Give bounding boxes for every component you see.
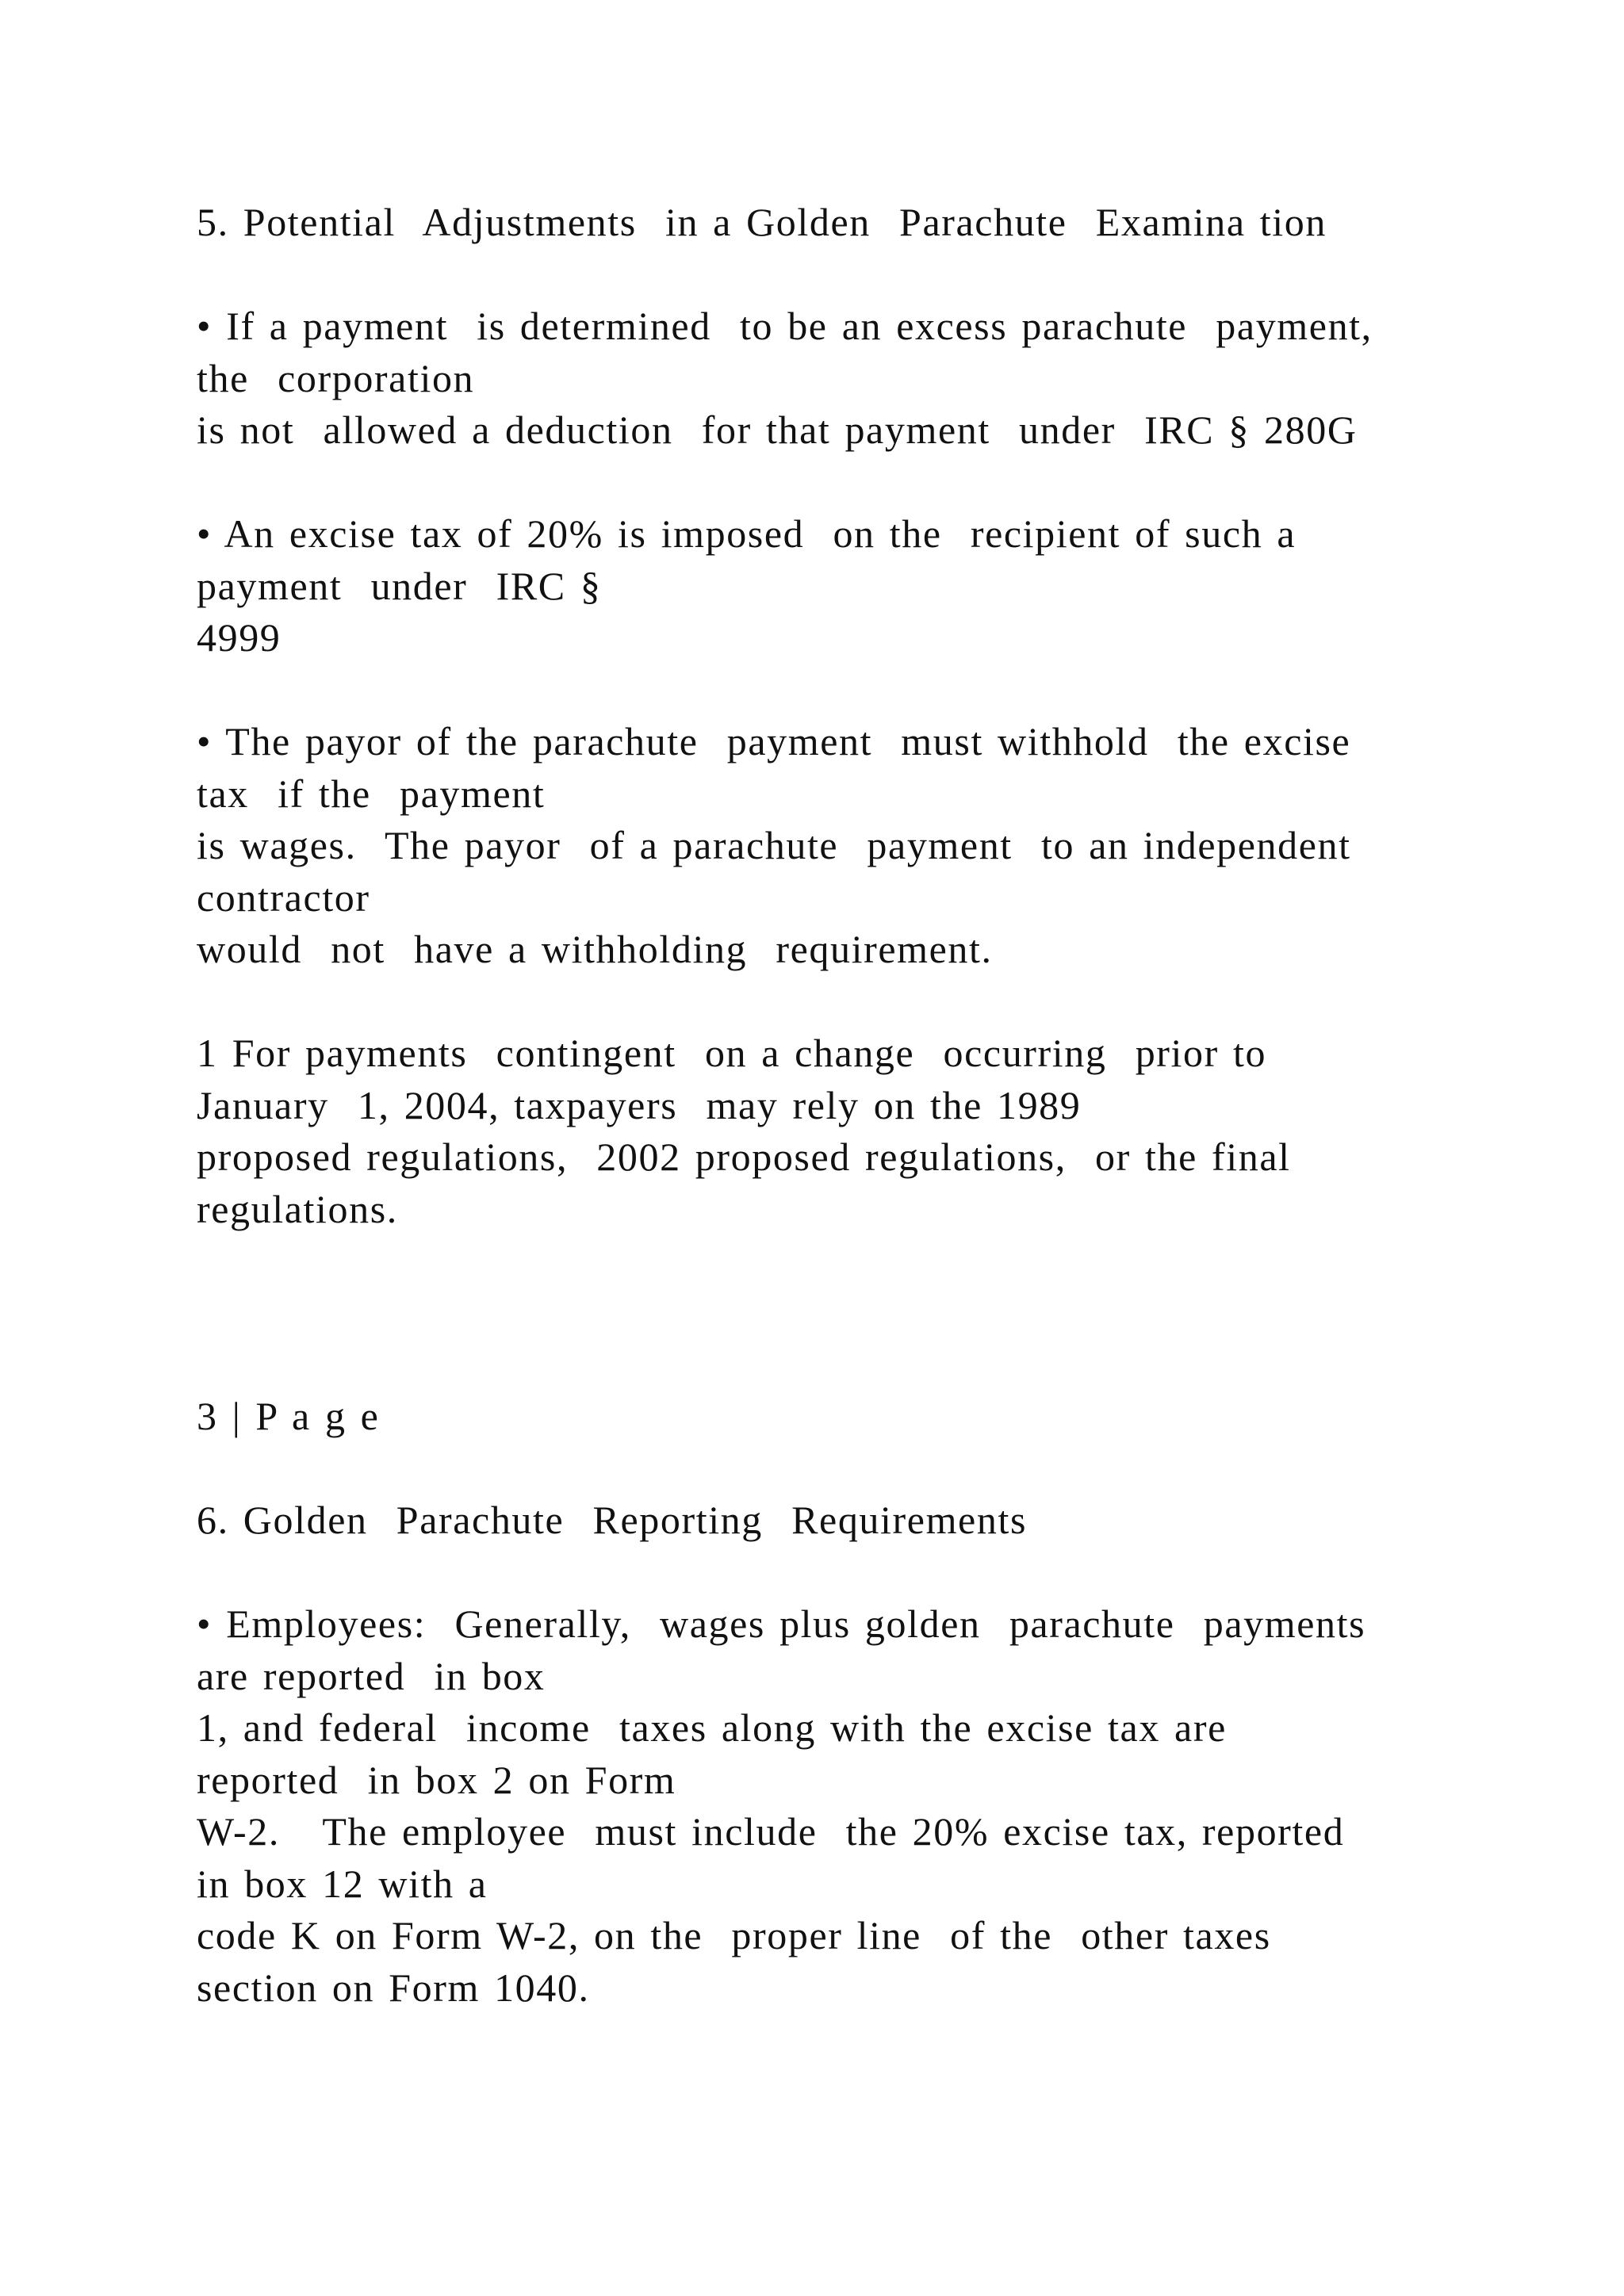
section-5-bullet-excise-tax [197,508,1513,664]
paragraph-line: • The payor of the parachute payment must withhold the excise [197,719,1351,763]
paragraph-line: would not have a withholding requirement. [197,927,993,971]
paragraph-line: tax if the payment [197,771,546,816]
paragraph-line: in box 12 with a [197,1861,488,1906]
paragraph-line: are reported in box [197,1653,546,1698]
footnote [197,1027,1513,1235]
paragraph-line: the corporation [197,355,475,400]
paragraph-line: section on Form 1040. [197,1965,590,2010]
paragraph-line: reported in box 2 on Form [197,1757,676,1802]
paragraph-line: • An excise tax of 20% is imposed on the recipient of such a [197,511,1297,556]
section-6-bullet-employees [197,1598,1513,2014]
paragraph-line: code K on Form W-2, on the proper line of the other taxes [197,1913,1271,1957]
section-6-heading: 6. Golden Parachute Reporting Requirements [197,1498,1027,1542]
paragraph-line: W-2. The employee must include the 20% excise tax, reported [197,1809,1345,1854]
footnote-line: regulations. [197,1186,398,1231]
section-5-heading-block [197,197,1513,249]
footnote-line: 1 For payments contingent on a change occurring prior to [197,1031,1267,1075]
section-5-bullet-nondeductible [197,300,1513,457]
paragraph-line: 4999 [197,615,282,660]
paragraph-line: 1, and federal income taxes along with the excise tax are [197,1705,1227,1750]
paragraph-line: is not allowed a deduction for that payment under IRC § 280G [197,408,1358,452]
paragraph-line: • If a payment is determined to be an excess parachute payment, [197,304,1373,348]
paragraph-line: is wages. The payor of a parachute payment to an independent [197,823,1351,867]
section-5-bullet-withholding [197,716,1513,976]
paragraph-line: contractor [197,874,370,920]
page-number-block [197,1391,1513,1443]
page-number: 3 | P a g e [197,1394,380,1438]
paragraph-line: payment under IRC § [197,563,602,608]
section-6-heading-block [197,1494,1513,1547]
section-5-heading: 5. Potential Adjustments in a Golden Parachute Examina tion [197,200,1327,244]
footnote-line: January 1, 2004, taxpayers may rely on the 1989 [197,1082,1082,1127]
paragraph-line: • Employees: Generally, wages plus golden parachute payments [197,1601,1366,1646]
footnote-line: proposed regulations, 2002 proposed regulations, or the final [197,1135,1291,1179]
